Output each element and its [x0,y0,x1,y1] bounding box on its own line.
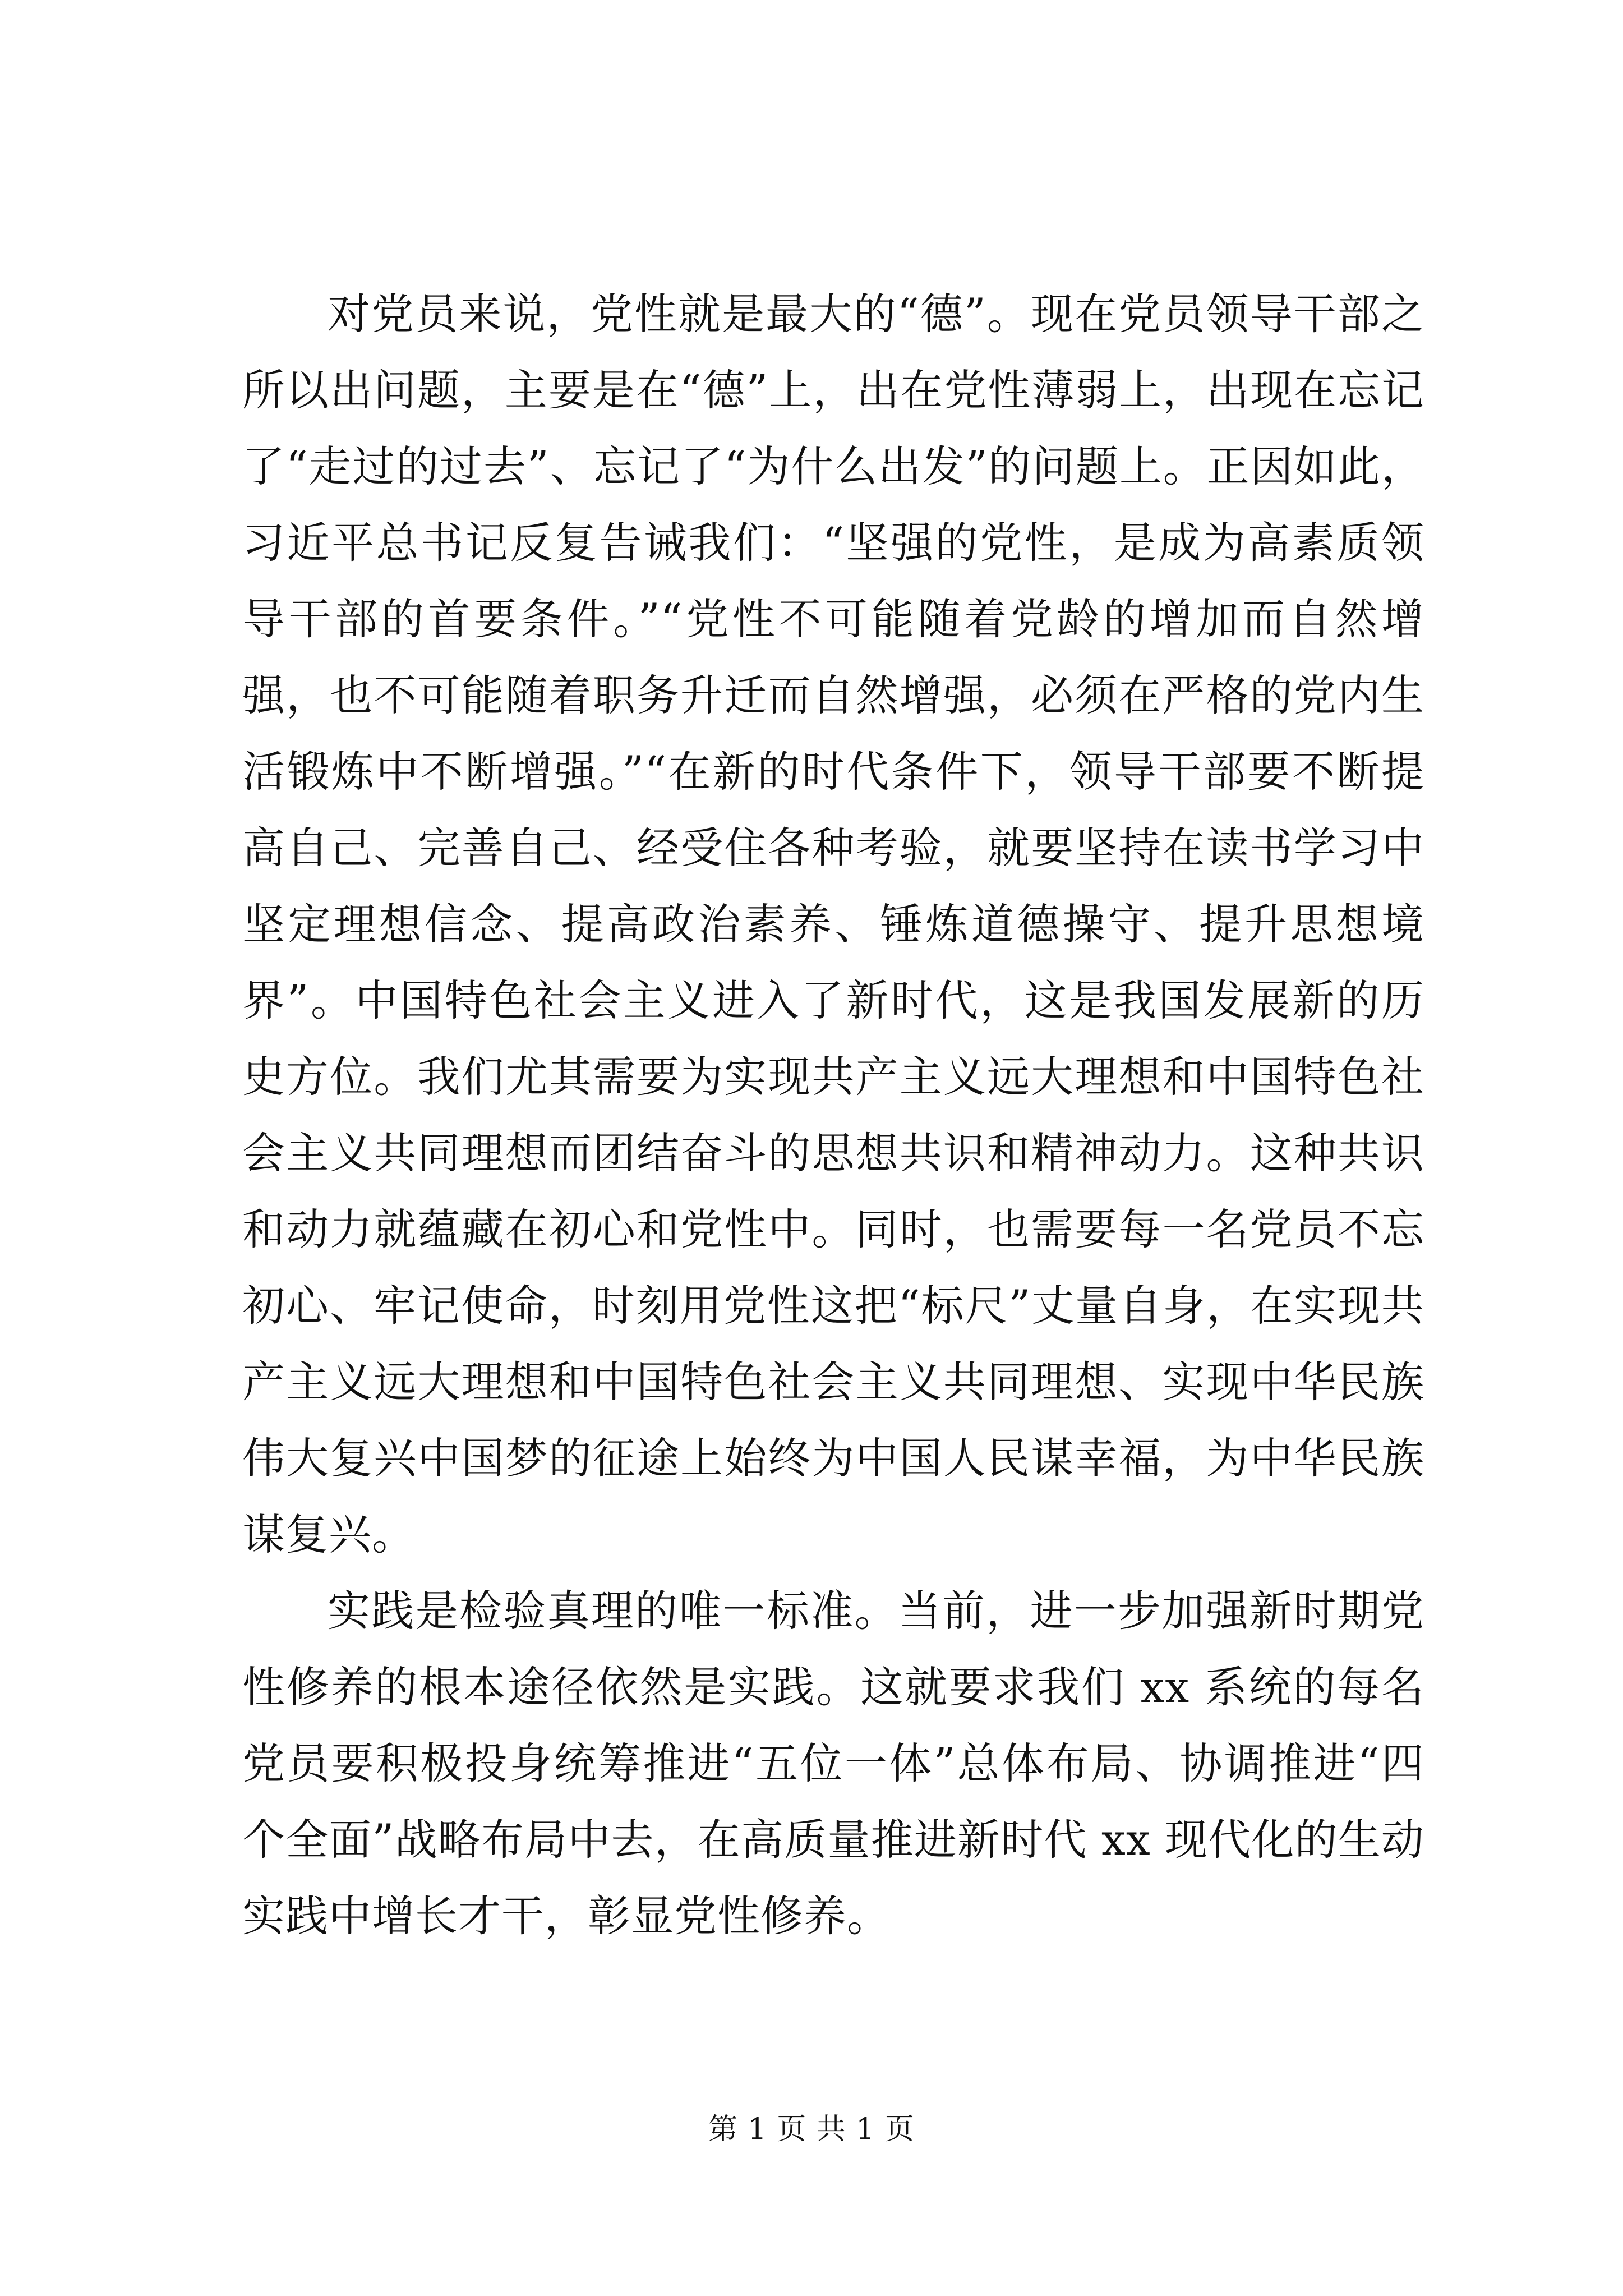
body-paragraph-1: 对党员来说，党性就是最大的“德”。现在党员领导干部之所以出问题，主要是在“德”上，出在党性薄弱上，出现在忘记了“走过的过去”、忘记了“为什么出发”的问题上。正因如此，习近平总书记反复告诫我们：“坚强的党性，是成为高素质领导干部的首要条件。”“党性不可能随着党龄的增加而自然增强，也不可能随着职务升迁而自然增强，必须在严格的党内生活锻炼中不断增强。”“在新的时代条件下，领导干部要不断提高自己、完善自己、经受住各种考验，就要坚持在读书学习中坚定理想信念、提高政治素养、锤炼道德操守、提升思想境界”。中国特色社会主义进入了新时代，这是我国发展新的历史方位。我们尤其需要为实现共产主义远大理想和中国特色社会主义共同理想而团结奋斗的思想共识和精神动力。这种共识和动力就蕴藏在初心和党性中。同时，也需要每一名党员不忘初心、牢记使命，时刻用党性这把“标尺”丈量自身，在实现共产主义远大理想和中国特色社会主义共同理想、实现中华民族伟大复兴中国梦的征途上始终为中国人民谋幸福，为中华民族谋复兴。 [242,289,1424,1559]
body-paragraph-2: 实践是检验真理的唯一标准。当前，进一步加强新时期党性修养的根本途径依然是实践。这就要求我们 xx 系统的每名党员要积极投身统筹推进“五位一体”总体布局、协调推进“四个全面”战略布局中去，在高质量推进新时代 xx 现代化的生动实践中增长才干，彰显党性修养。 [242,1586,1424,1941]
document-body [242,276,1424,1954]
page-footer: 第 1 页 共 1 页 [708,2113,915,2146]
